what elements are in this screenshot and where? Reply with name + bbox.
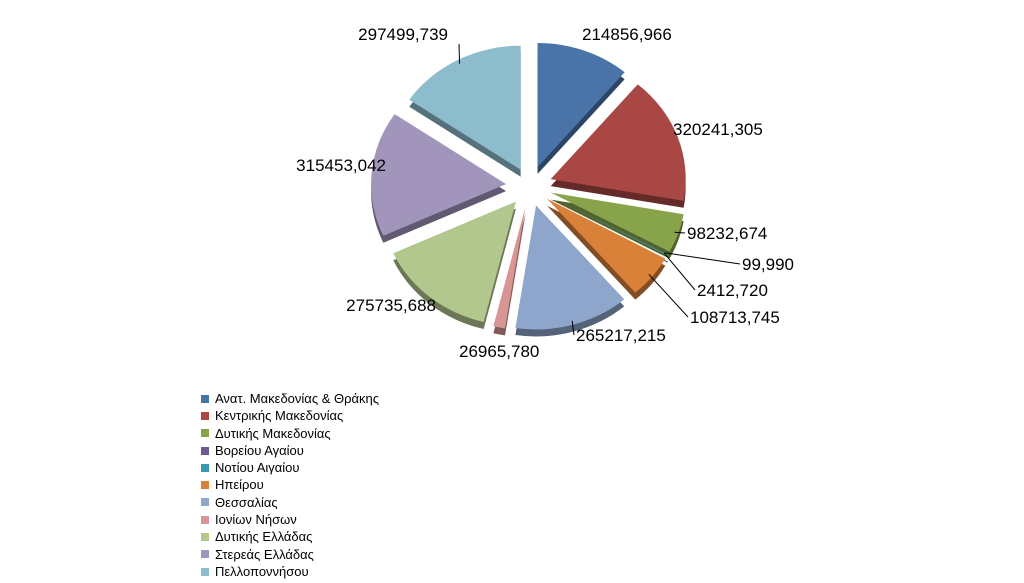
- legend-swatch: [201, 464, 209, 472]
- legend-label: Πελλοποννήσου: [215, 563, 309, 579]
- legend-item: [201, 528, 431, 545]
- legend-item: [201, 407, 431, 424]
- legend-swatch: [201, 516, 209, 524]
- data-label: 275735,688: [346, 296, 436, 315]
- legend-label: Ανατ. Μακεδονίας & Θράκης: [215, 391, 379, 406]
- legend-item: [201, 425, 431, 442]
- data-label: 320241,305: [673, 120, 763, 139]
- legend-item: [201, 390, 431, 407]
- data-label: 99,990: [742, 255, 794, 274]
- legend-label: Κεντρικής Μακεδονίας: [215, 408, 344, 424]
- data-label: 265217,215: [576, 326, 666, 345]
- legend-swatch: [201, 498, 209, 506]
- legend-swatch: [201, 481, 209, 489]
- legend-swatch: [201, 412, 209, 420]
- data-label: 315453,042: [296, 156, 386, 175]
- legend-label: Νοτίου Αιγαίου: [215, 460, 300, 476]
- data-label: 98232,674: [687, 224, 768, 243]
- legend-swatch: [201, 550, 209, 558]
- data-label: 297499,739: [358, 25, 448, 44]
- legend-item: [201, 546, 431, 563]
- legend-item: [201, 563, 431, 580]
- legend-label: Ιονίων Νήσων: [215, 512, 297, 528]
- data-label: 2412,720: [697, 281, 768, 300]
- legend-item: [201, 494, 431, 511]
- legend: [201, 390, 431, 580]
- legend-label: Ηπείρου: [215, 477, 264, 493]
- leader-line-11: [459, 44, 460, 64]
- legend-swatch: [201, 568, 209, 576]
- leader-line-5: [664, 253, 695, 290]
- legend-item: [201, 459, 431, 476]
- legend-label: Θεσσαλίας: [215, 494, 278, 510]
- data-label: 108713,745: [690, 308, 780, 327]
- legend-swatch: [201, 447, 209, 455]
- legend-swatch: [201, 395, 209, 403]
- legend-label: Δυτικής Μακεδονίας: [215, 425, 331, 441]
- legend-swatch: [201, 429, 209, 437]
- leader-line-6: [649, 274, 688, 317]
- legend-label: Βορείου Αγαίου: [215, 442, 304, 458]
- data-label: 214856,966: [582, 25, 672, 44]
- legend-swatch: [201, 533, 209, 541]
- data-label: 26965,780: [459, 342, 540, 361]
- legend-item: [201, 442, 431, 459]
- legend-label: Στερεάς Ελλάδας: [215, 546, 314, 562]
- leader-line-4: [665, 253, 740, 264]
- legend-item: [201, 476, 431, 493]
- legend-label: Δυτικής Ελλάδας: [215, 529, 313, 545]
- legend-item: [201, 511, 431, 528]
